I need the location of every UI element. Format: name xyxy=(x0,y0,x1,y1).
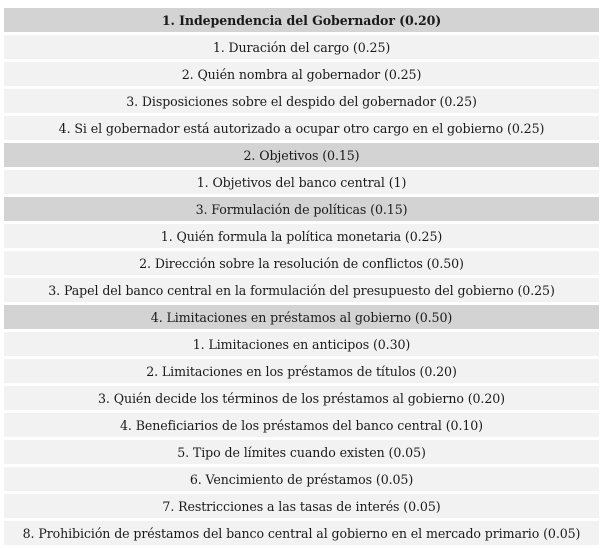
item-label: 7. Restricciones a las tasas de interés (0.05) xyxy=(4,494,599,518)
table-row-section xyxy=(4,197,599,221)
item-label: 1. Limitaciones en anticipos (0.30) xyxy=(4,332,599,356)
item-label: 8. Prohibición de préstamos del banco central al gobierno en el mercado primario (0.05) xyxy=(4,521,599,545)
table-row xyxy=(4,251,599,275)
index-table xyxy=(4,5,599,548)
table-row xyxy=(4,467,599,491)
item-label: 5. Tipo de límites cuando existen (0.05) xyxy=(4,440,599,464)
item-label: 1. Duración del cargo (0.25) xyxy=(4,35,599,59)
item-label: 2. Dirección sobre la resolución de conflictos (0.50) xyxy=(4,251,599,275)
item-label: 4. Si el gobernador está autorizado a ocupar otro cargo en el gobierno (0.25) xyxy=(4,116,599,140)
table-row xyxy=(4,278,599,302)
item-label: 3. Quién decide los términos de los préstamos al gobierno (0.20) xyxy=(4,386,599,410)
item-label: 2. Limitaciones en los préstamos de títulos (0.20) xyxy=(4,359,599,383)
table-row xyxy=(4,89,599,113)
table-row xyxy=(4,359,599,383)
table-row xyxy=(4,332,599,356)
table-row xyxy=(4,521,599,545)
table-row xyxy=(4,224,599,248)
section-heading: 1. Independencia del Gobernador (0.20) xyxy=(4,8,599,32)
item-label: 1. Quién formula la política monetaria (0.25) xyxy=(4,224,599,248)
item-label: 4. Beneficiarios de los préstamos del banco central (0.10) xyxy=(4,413,599,437)
section-heading: 3. Formulación de políticas (0.15) xyxy=(4,197,599,221)
table-row xyxy=(4,116,599,140)
table-row-section xyxy=(4,143,599,167)
table-row-section xyxy=(4,8,599,32)
table-row xyxy=(4,440,599,464)
table-row xyxy=(4,386,599,410)
table-row xyxy=(4,170,599,194)
table-row xyxy=(4,413,599,437)
item-label: 3. Disposiciones sobre el despido del gobernador (0.25) xyxy=(4,89,599,113)
section-heading: 4. Limitaciones en préstamos al gobierno (0.50) xyxy=(4,305,599,329)
item-label: 6. Vencimiento de préstamos (0.05) xyxy=(4,467,599,491)
table-row xyxy=(4,35,599,59)
item-label: 3. Papel del banco central en la formulación del presupuesto del gobierno (0.25) xyxy=(4,278,599,302)
table-row xyxy=(4,494,599,518)
section-heading: 2. Objetivos (0.15) xyxy=(4,143,599,167)
table-row xyxy=(4,62,599,86)
table-row-section xyxy=(4,305,599,329)
item-label: 2. Quién nombra al gobernador (0.25) xyxy=(4,62,599,86)
item-label: 1. Objetivos del banco central (1) xyxy=(4,170,599,194)
